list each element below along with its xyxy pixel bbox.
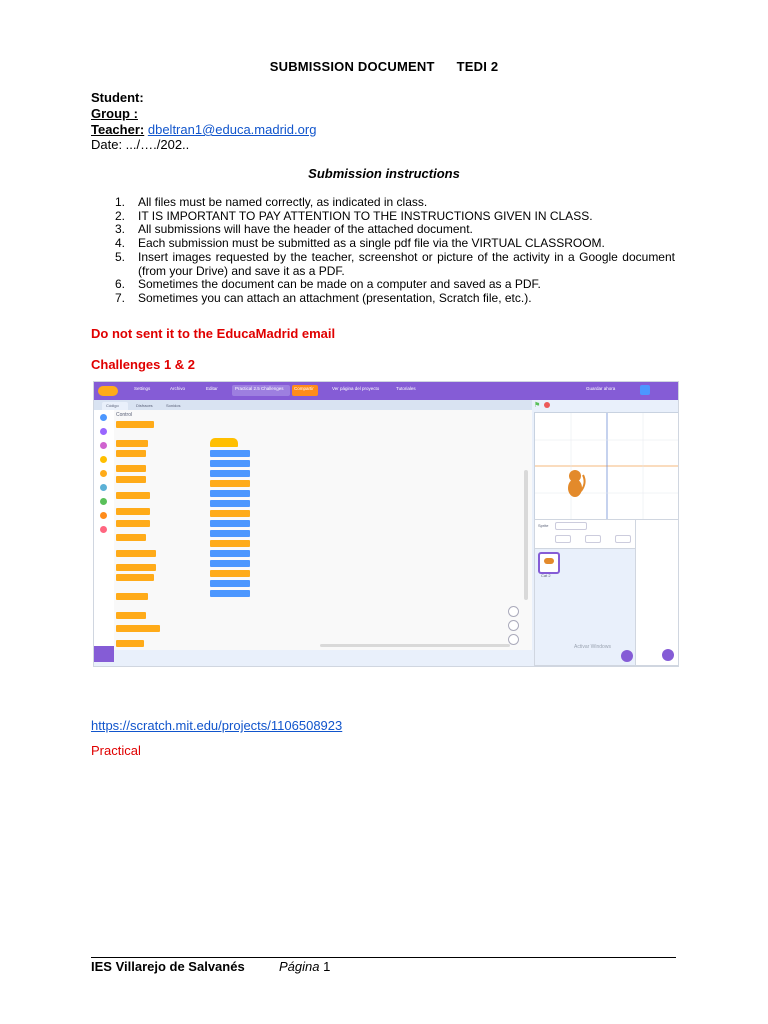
palette-block <box>116 593 148 600</box>
palette-block <box>116 564 156 571</box>
course-code: TEDI 2 <box>456 59 499 74</box>
group-label: Group : <box>91 106 138 121</box>
sprite-field <box>615 535 631 543</box>
script-block <box>210 480 250 487</box>
zoom-out-icon <box>508 620 519 631</box>
script-block <box>210 500 250 507</box>
stage-canvas <box>535 413 679 519</box>
warning-note: Do not sent it to the EducaMadrid email <box>91 326 336 341</box>
horizontal-scrollbar <box>320 644 510 647</box>
add-backdrop-button <box>662 649 674 661</box>
extension-button <box>94 646 114 662</box>
sprite-name-field <box>555 522 587 530</box>
stop-icon <box>544 402 550 408</box>
footer-rule <box>91 957 676 958</box>
tab-code-label: Código <box>106 403 119 408</box>
share-label: Compartir <box>294 386 314 391</box>
school-name: IES Villarejo de Salvanés <box>91 959 245 974</box>
palette-block <box>116 465 146 472</box>
teacher-email-link[interactable]: dbeltran1@educa.madrid.org <box>147 122 317 137</box>
code-area <box>190 410 532 650</box>
instructions-list <box>91 196 675 306</box>
date-line: Date: .../…./202.. <box>91 137 190 152</box>
instruction-item: 5. Insert images requested by the teacher, screenshot or picture of the activity in a Google document (from your Drive) and save it as a PDF. <box>115 249 675 278</box>
scratch-menu-bar <box>94 382 678 400</box>
script-block <box>210 560 250 567</box>
student-label: Student: <box>91 90 144 105</box>
palette-block <box>116 508 150 515</box>
category-title: Control <box>116 412 133 418</box>
menu-tutorials: Tutoriales <box>396 386 416 391</box>
instruction-item: 7. Sometimes you can attach an attachment (presentation, Scratch file, etc.). <box>115 290 532 305</box>
instruction-item: 2. IT IS IMPORTANT TO PAY ATTENTION TO THE INSTRUCTIONS GIVEN IN CLASS. <box>115 208 593 223</box>
motion-category-icon <box>100 414 107 421</box>
user-avatar <box>640 385 650 395</box>
palette-block <box>116 574 154 581</box>
add-sprite-button <box>621 650 633 662</box>
stage-header <box>532 400 678 410</box>
sprite-field <box>585 535 601 543</box>
document-title <box>0 59 768 74</box>
student-line <box>91 90 144 106</box>
practical-label: Practical <box>91 743 141 758</box>
backdrop-panel <box>635 519 679 666</box>
instruction-item: 3. All submissions will have the header of the attached document. <box>115 222 473 237</box>
looks-category-icon <box>100 428 107 435</box>
sprite-thumbnail <box>538 552 560 574</box>
script-block <box>210 520 250 527</box>
script-block <box>210 510 250 517</box>
script-block <box>210 470 250 477</box>
instruction-item: 1. All files must be named correctly, as indicated in class. <box>115 195 428 209</box>
instruction-item: 6. Sometimes the document can be made on a computer and saved as a PDF. <box>115 277 541 292</box>
stage <box>534 412 679 520</box>
tab-costumes-label: Disfraces <box>136 403 153 408</box>
sprite-label: Sprite <box>538 523 549 528</box>
when-flag-clicked-block <box>210 438 238 447</box>
scratch-screenshot <box>93 381 679 667</box>
block-categories <box>94 410 115 650</box>
sound-category-icon <box>100 442 107 449</box>
palette-block <box>116 492 150 499</box>
challenges-heading: Challenges 1 & 2 <box>91 357 196 372</box>
script-block <box>210 490 250 497</box>
myblocks-category-icon <box>100 526 107 533</box>
page-indicator: Página 1 <box>279 959 331 974</box>
instructions-title: Submission instructions <box>308 166 460 181</box>
palette-block <box>116 450 146 457</box>
sprite-name: Cat 2 <box>541 573 551 578</box>
tab-sounds-label: Sonidos <box>166 403 181 408</box>
palette-block <box>116 520 150 527</box>
script-block <box>210 570 250 577</box>
zoom-reset-icon <box>508 634 519 645</box>
menu-see-project-page: Ver página del proyecto <box>332 386 380 391</box>
windows-watermark: Activar Windows <box>574 644 611 650</box>
script-block <box>210 540 250 547</box>
save-now: Guardar ahora <box>586 386 616 391</box>
scratch-logo <box>98 386 118 396</box>
green-flag-icon: ⚑ <box>534 402 541 409</box>
palette-block <box>116 550 156 557</box>
zoom-in-icon <box>508 606 519 617</box>
group-line <box>91 106 138 122</box>
title-text: SUBMISSION DOCUMENT <box>269 59 435 74</box>
palette-block <box>116 625 160 632</box>
events-category-icon <box>100 456 107 463</box>
sprite-info-panel <box>534 519 636 549</box>
palette-block <box>116 534 146 541</box>
teacher-line <box>91 122 316 138</box>
block-palette <box>114 410 191 650</box>
instruction-item: 4. Each submission must be submitted as a single pdf file via the VIRTUAL CLASSROOM. <box>115 236 605 251</box>
control-category-icon <box>100 470 107 477</box>
page-footer <box>91 959 331 974</box>
script-block <box>210 530 250 537</box>
script-block <box>210 450 250 457</box>
menu-file: Archivo <box>170 386 186 391</box>
project-link[interactable]: https://scratch.mit.edu/projects/1106508923 <box>91 718 343 733</box>
script-block <box>210 590 250 597</box>
sensing-category-icon <box>100 484 107 491</box>
cat-sprite-icon <box>544 558 554 564</box>
teacher-label: Teacher: <box>91 122 145 137</box>
palette-block <box>116 476 146 483</box>
palette-block <box>116 440 148 447</box>
palette-block <box>116 612 146 619</box>
sprite-field <box>555 535 571 543</box>
script-block <box>210 580 250 587</box>
project-title: Practical 2.5 Challenges <box>235 386 284 391</box>
palette-block <box>116 421 154 428</box>
menu-edit: Editar <box>206 386 218 391</box>
script-block <box>210 550 250 557</box>
palette-block <box>116 640 144 647</box>
menu-settings: Settings <box>134 386 151 391</box>
vertical-scrollbar <box>524 470 528 600</box>
variables-category-icon <box>100 512 107 519</box>
script-block <box>210 460 250 467</box>
operators-category-icon <box>100 498 107 505</box>
